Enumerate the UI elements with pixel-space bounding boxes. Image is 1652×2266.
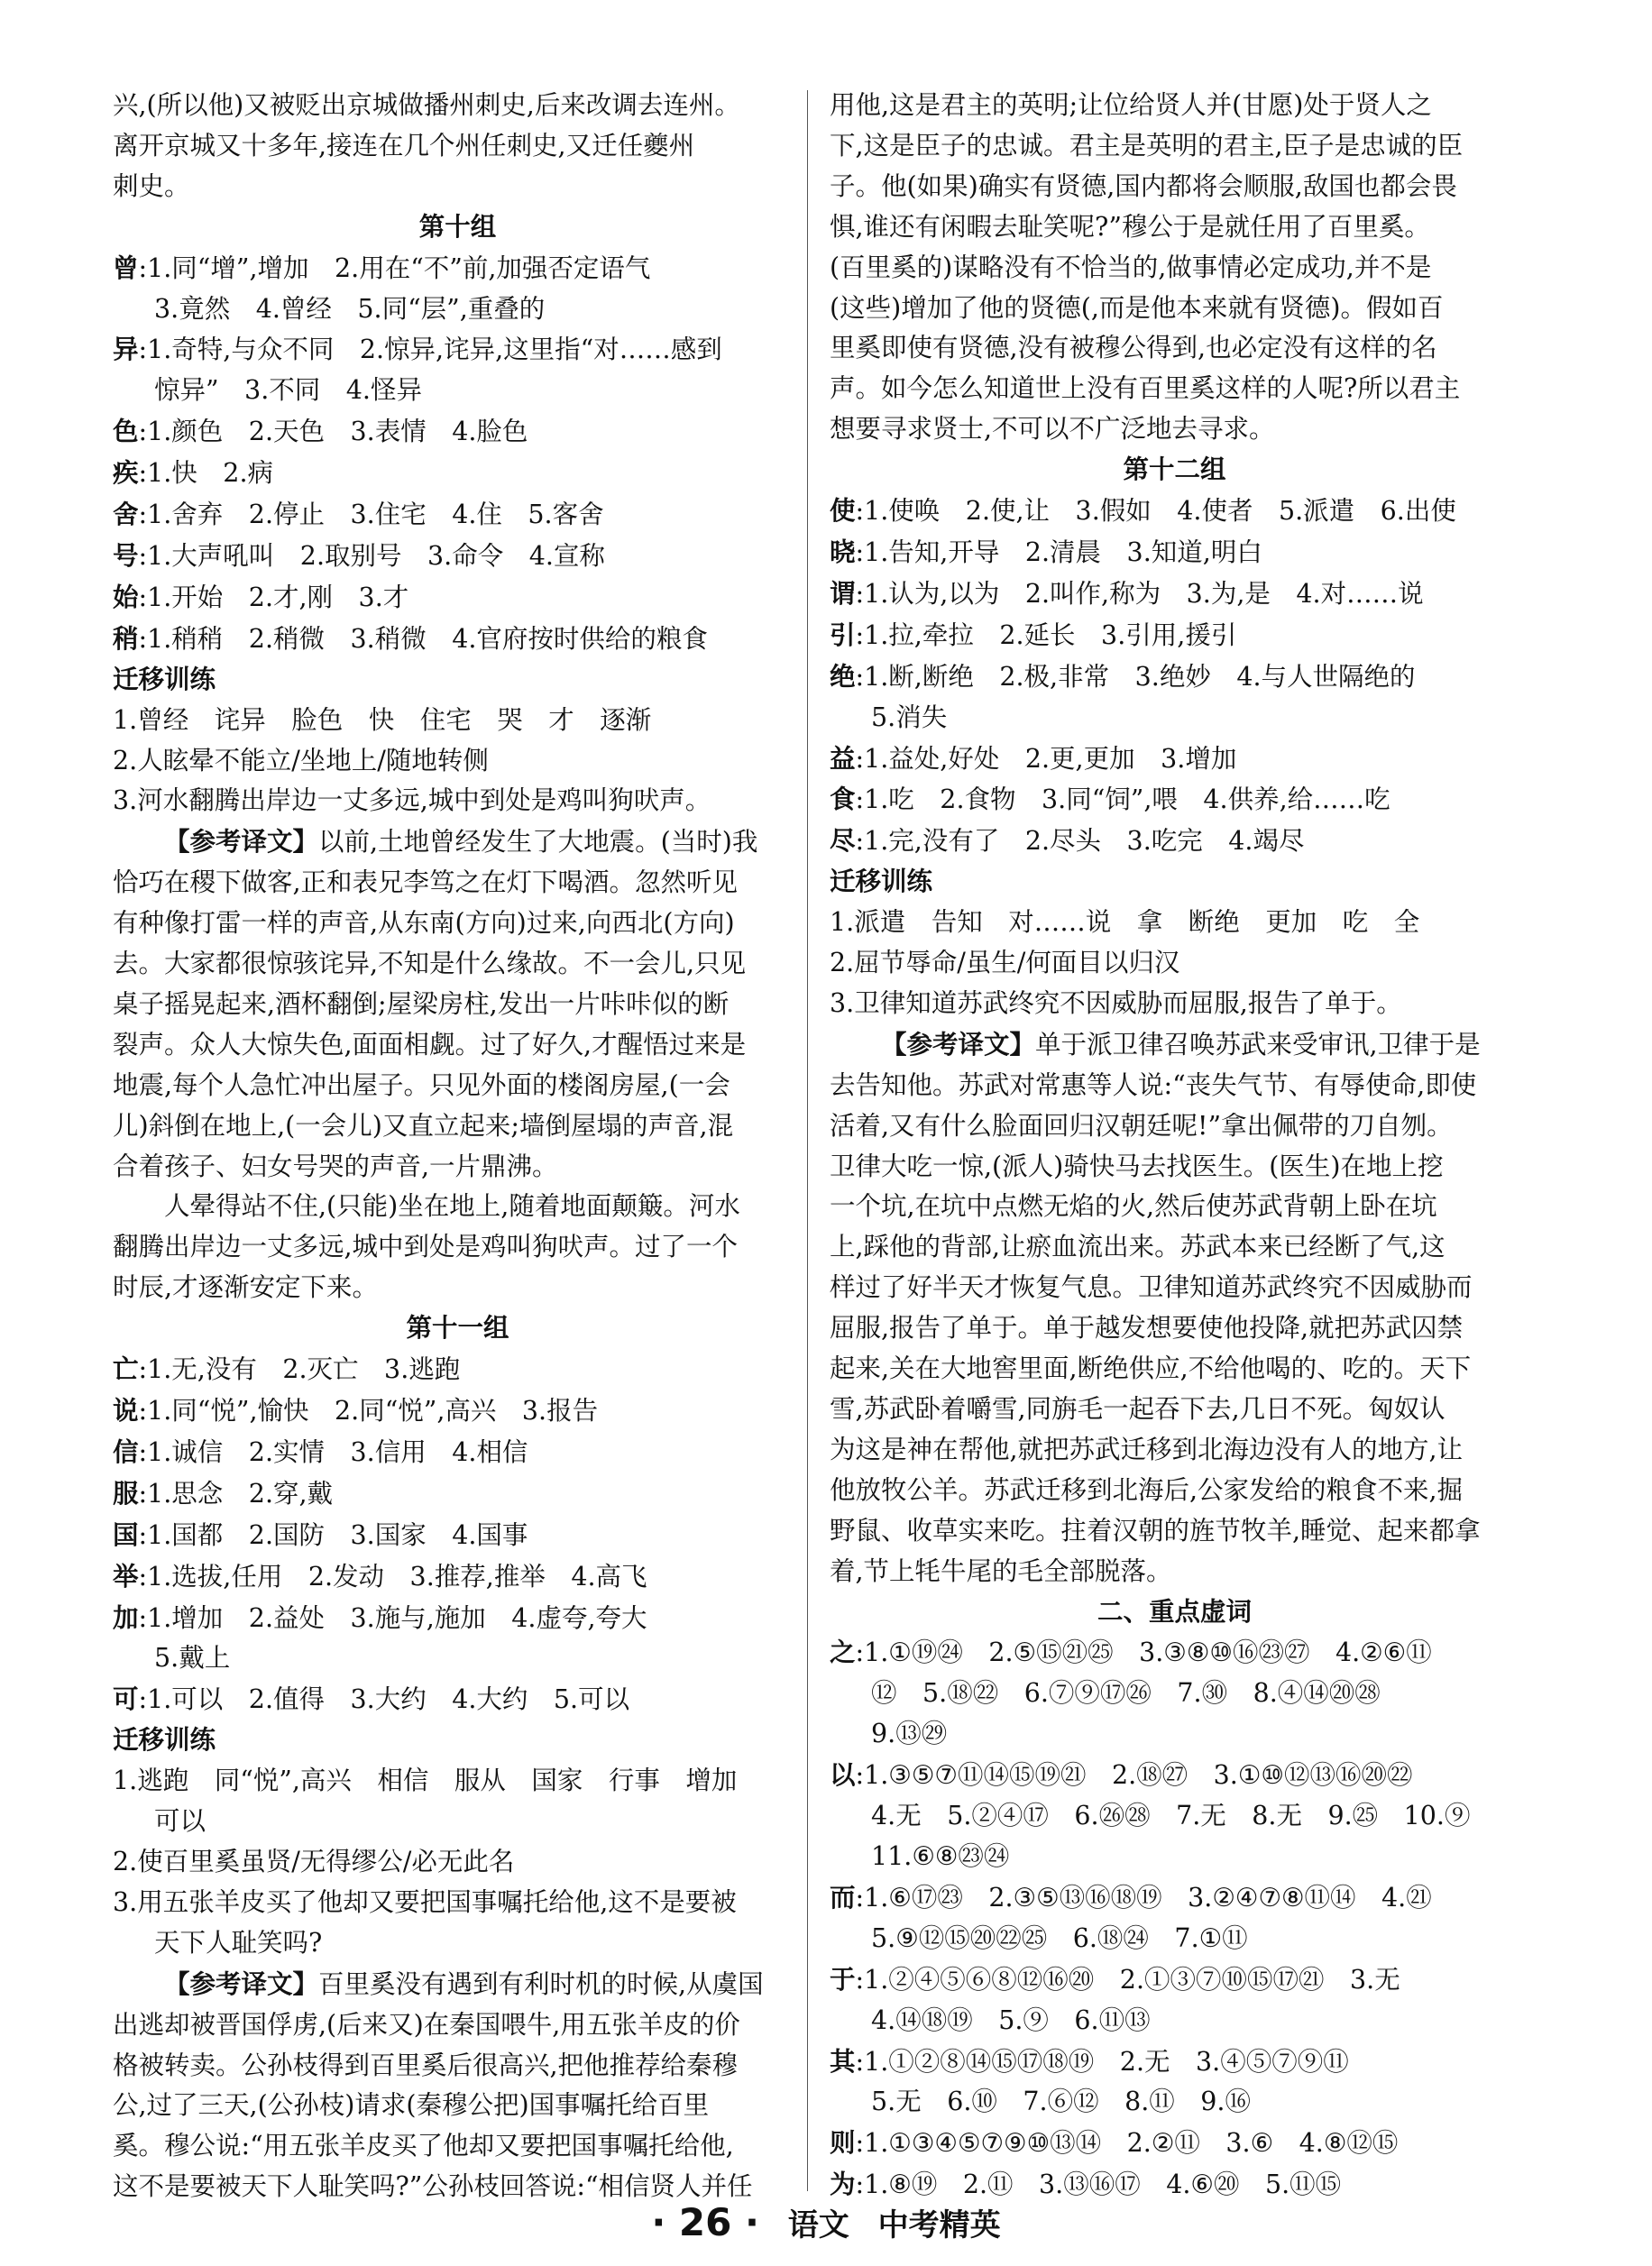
text-line	[830, 1187, 1519, 1227]
entry-continuation	[113, 371, 803, 411]
entry-character: 曾	[113, 252, 139, 283]
line-text: 单于派卫律召唤苏武来受审讯,卫律于是	[1035, 1029, 1481, 1060]
glossary-entry	[830, 739, 1519, 780]
line-text: 第十二组	[1123, 454, 1226, 485]
entry-character: 尽	[830, 825, 856, 857]
glossary-entry	[113, 494, 803, 536]
text-line	[830, 1552, 1519, 1592]
line-text: :1.完,没有了 2.尽头 3.吃完 4.竭尽	[855, 826, 1305, 857]
line-text: 3.河水翻腾出岸边一丈多远,城中到处是鸡叫狗吠声。	[113, 785, 711, 816]
subsection-heading	[113, 1720, 803, 1761]
text-line	[113, 701, 803, 741]
text-line	[113, 167, 803, 207]
glossary-entry	[830, 2041, 1519, 2083]
entry-character: 始	[113, 581, 139, 612]
line-text: 5.消失	[871, 702, 948, 732]
entry-character: 以	[830, 1759, 856, 1791]
line-text: 奚。穆公说:“用五张羊皮买了他却又要把国事嘱托给他,	[113, 2131, 734, 2161]
line-text: 兴,(所以他)又被贬出京城做播州刺史,后来改调去连州。	[113, 90, 740, 120]
line-text: 儿)斜倒在地上,(一会儿)又直立起来;墙倒屋塌的声音,混	[113, 1110, 734, 1141]
text-line	[830, 167, 1519, 207]
entry-character: 说	[113, 1395, 139, 1426]
text-line	[113, 2046, 803, 2087]
entry-character: 则	[830, 2127, 856, 2159]
entry-character: 而	[830, 1881, 856, 1913]
line-text: :1.认为,以为 2.叫作,称为 3.为,是 4.对……说	[855, 578, 1424, 609]
line-text: (这些)增加了他的贤德(,而是他本来就有贤德)。假如百	[830, 292, 1444, 323]
line-text: :1.诚信 2.实情 3.信用 4.相信	[138, 1436, 528, 1467]
glossary-entry	[113, 411, 803, 453]
text-line	[830, 1147, 1519, 1188]
glossary-entry	[113, 1679, 803, 1720]
line-text: :1.同“增”,增加 2.用在“不”前,加强否定语气	[138, 252, 651, 283]
line-text: 雪,苏武卧着嚼雪,同旃毛一起吞下去,几日不死。匈奴认	[830, 1394, 1446, 1424]
left-column	[113, 86, 803, 2207]
line-text: :1.国都 2.国防 3.国家 4.国事	[138, 1519, 528, 1550]
line-text: :1.舍弃 2.停止 3.住宅 4.住 5.客舍	[138, 500, 604, 530]
text-line	[830, 1106, 1519, 1147]
glossary-entry	[830, 656, 1519, 698]
line-text: :1.拉,牵拉 2.延长 3.引用,援引	[855, 619, 1237, 650]
text-line	[830, 1066, 1519, 1106]
line-text: :1.使唤 2.使,让 3.假如 4.使者 5.派遣 6.出使	[855, 496, 1456, 527]
translation-label: 【参考译文】	[164, 826, 319, 858]
paragraph-start	[113, 1187, 803, 1227]
line-text: :1.稍稍 2.稍微 3.稍微 4.官府按时供给的粮食	[138, 623, 708, 654]
text-line	[830, 903, 1519, 943]
text-line	[830, 1227, 1519, 1268]
section-heading	[830, 450, 1519, 491]
glossary-entry	[113, 248, 803, 289]
line-text: 4.⑭⑱⑲ 5.⑨ 6.⑪⑬	[871, 2005, 1151, 2035]
line-text: 裂声。众人大惊失色,面面相觑。过了好久,才醒悟过来是	[113, 1029, 747, 1060]
page-footer	[0, 2200, 1652, 2244]
text-line	[830, 369, 1519, 409]
line-text: 惊异” 3.不同 4.怪异	[154, 375, 422, 406]
line-text: 出逃却被晋国俘虏,(后来又)在秦国喂牛,用五张羊皮的价	[113, 2009, 740, 2040]
line-text: :1.吃 2.食物 3.同“饲”,喂 4.供养,给……吃	[855, 784, 1390, 815]
text-line	[830, 328, 1519, 369]
entry-character: 可	[113, 1683, 139, 1715]
line-text: :1.开始 2.才,刚 3.才	[138, 582, 409, 612]
section-heading	[113, 207, 803, 248]
entry-character: 益	[830, 742, 856, 774]
text-line	[113, 1025, 803, 1066]
glossary-entry	[113, 1390, 803, 1432]
entry-character: 号	[113, 539, 139, 571]
line-text: 3.竟然 4.曾经 5.同“层”,重叠的	[154, 293, 546, 324]
entry-character: 于	[830, 1963, 856, 1995]
glossary-entry	[113, 1349, 803, 1390]
entry-continuation	[830, 1837, 1519, 1877]
column-divider	[807, 90, 808, 2191]
line-text: 为这是神在帮他,就把苏武迁移到北海边没有人的地方,让	[830, 1434, 1464, 1464]
line-text: 翻腾出岸边一丈多远,城中到处是鸡叫狗吠声。过了一个	[113, 1232, 739, 1262]
line-text: 迁移训练	[830, 867, 933, 897]
line-text: 公,过了三天,(公孙枝)请求(秦穆公把)国事嘱托给百里	[113, 2090, 710, 2121]
glossary-entry	[830, 2123, 1519, 2164]
line-text: :1.①③④⑤⑦⑨⑩⑬⑭ 2.②⑪ 3.⑥ 4.⑧⑫⑮	[855, 2128, 1399, 2159]
text-line	[113, 985, 803, 1025]
entry-character: 异	[113, 334, 139, 365]
text-line	[830, 984, 1519, 1024]
entry-character: 加	[113, 1601, 139, 1633]
text-line	[113, 863, 803, 904]
line-text: :1.②④⑤⑥⑧⑫⑯⑳ 2.①③⑦⑩⑮⑰㉑ 3.无	[855, 1964, 1400, 1995]
line-text: 4.无 5.②④⑰ 6.㉖㉘ 7.无 8.无 9.㉕ 10.⑨	[871, 1801, 1471, 1831]
line-text: 人晕得站不住,(只能)坐在地上,随着地面颠簸。河水	[164, 1191, 740, 1222]
text-line	[113, 2005, 803, 2046]
entry-character: 谓	[830, 577, 856, 609]
line-text: :1.增加 2.益处 3.施与,施加 4.虚夸,夸大	[138, 1602, 647, 1633]
glossary-entry	[113, 1598, 803, 1639]
paragraph-start	[113, 821, 803, 863]
line-text: 第十组	[418, 211, 497, 242]
text-line	[113, 2126, 803, 2167]
line-text: 地震,每个人急忙冲出屋子。只见外面的楼阁房屋,(一会	[113, 1069, 730, 1100]
line-text: :1.快 2.病	[138, 458, 274, 489]
line-text: 3.用五张羊皮买了他却又要把国事嘱托给他,这不是要被	[113, 1886, 737, 1917]
glossary-entry	[830, 491, 1519, 532]
entry-character: 使	[830, 495, 856, 527]
section-heading	[830, 1592, 1519, 1633]
line-text: 屈服,报告了单于。单于越发想要使他投降,就把苏武囚禁	[830, 1313, 1464, 1344]
line-text: 恰巧在稷下做客,正和表兄李笃之在灯下喝酒。忽然听见	[113, 867, 739, 898]
glossary-entry	[113, 1432, 803, 1473]
series-label: 中考精英	[877, 2207, 1001, 2243]
entry-character: 服	[113, 1477, 139, 1509]
entry-character: 国	[113, 1518, 139, 1550]
section-heading	[113, 1308, 803, 1349]
line-text: 1.派遣 告知 对……说 拿 断绝 更加 吃 全	[830, 907, 1420, 938]
line-text: 子。他(如果)确实有贤德,国内都将会顺服,敌国也都会畏	[830, 170, 1457, 201]
glossary-entry	[113, 619, 803, 660]
right-column	[830, 86, 1519, 2206]
entry-character: 其	[830, 2045, 856, 2077]
line-text: :1.告知,开导 2.清晨 3.知道,明白	[855, 537, 1262, 567]
glossary-entry	[113, 1515, 803, 1556]
glossary-entry	[830, 532, 1519, 573]
line-text: :1.奇特,与众不同 2.惊异,诧异,这里指“对……感到	[138, 335, 722, 365]
subsection-heading	[113, 660, 803, 701]
page-number: · 26 ·	[651, 2200, 759, 2244]
entry-continuation	[830, 1674, 1519, 1714]
line-text: 合着孩子、妇女号哭的声音,一片鼎沸。	[113, 1151, 558, 1181]
line-text: :1.断,断绝 2.极,非常 3.绝妙 4.与人世隔绝的	[855, 661, 1416, 692]
line-text: 11.⑥⑧㉓㉔	[871, 1840, 1010, 1871]
entry-character: 亡	[113, 1353, 139, 1385]
text-line	[113, 781, 803, 821]
line-text: :1.同“悦”,愉快 2.同“悦”,高兴 3.报告	[138, 1396, 599, 1426]
glossary-entry	[830, 1632, 1519, 1674]
line-text: 上,踩他的背部,让瘀血流出来。苏武本来已经断了气,这	[830, 1232, 1446, 1262]
line-text: :1.思念 2.穿,戴	[138, 1478, 334, 1509]
glossary-entry	[830, 1959, 1519, 2001]
line-text: 卫律大吃一惊,(派人)骑快马去找医生。(医生)在地上挖	[830, 1151, 1444, 1181]
line-text: 百里奚没有遇到有利时机的时候,从虞国	[318, 1968, 764, 1999]
text-line	[113, 1883, 803, 1923]
line-text: 活着,又有什么脸面回归汉朝廷呢!”拿出佩带的刀自刎。	[830, 1110, 1453, 1141]
line-text: 惧,谁还有闲暇去耻笑呢?”穆公于是就任用了百里奚。	[830, 211, 1430, 242]
entry-character: 舍	[113, 499, 139, 530]
glossary-entry	[113, 1556, 803, 1598]
glossary-entry	[830, 821, 1519, 862]
glossary-entry	[113, 536, 803, 577]
line-text: 格被转卖。公孙枝得到百里奚后很高兴,把他推荐给秦穆	[113, 2050, 739, 2080]
glossary-entry	[113, 329, 803, 371]
line-text: 样过了好半天才恢复气息。卫律知道苏武终究不因威胁而	[830, 1272, 1473, 1303]
glossary-entry	[113, 1473, 803, 1515]
text-line	[113, 86, 803, 126]
line-text: :1.⑥⑰㉓ 2.③⑤⑬⑯⑱⑲ 3.②④⑦⑧⑪⑭ 4.㉑	[855, 1882, 1432, 1913]
line-text: :1.③⑤⑦⑪⑭⑮⑲㉑ 2.⑱㉗ 3.①⑩⑫⑬⑯⑳㉒	[855, 1760, 1413, 1791]
entry-character: 绝	[830, 660, 856, 692]
entry-continuation	[830, 698, 1519, 739]
text-line	[113, 1842, 803, 1883]
entry-continuation	[830, 1714, 1519, 1755]
line-text: 刺史。	[113, 170, 190, 201]
text-line	[830, 126, 1519, 167]
glossary-entry	[830, 615, 1519, 656]
line-text: 1.逃跑 同“悦”,高兴 相信 服从 国家 行事 增加	[113, 1766, 738, 1796]
line-text: 二、重点虚词	[1097, 1596, 1252, 1627]
line-text: (百里奚的)谋略没有不恰当的,做事情必定成功,并不是	[830, 252, 1432, 282]
glossary-entry	[113, 453, 803, 494]
line-text: 时辰,才逐渐安定下来。	[113, 1272, 379, 1303]
subsection-heading	[830, 862, 1519, 903]
text-line	[830, 248, 1519, 289]
text-line	[830, 1268, 1519, 1308]
text-line	[830, 1511, 1519, 1552]
line-text: :1.①②⑧⑭⑮⑰⑱⑲ 2.无 3.④⑤⑦⑨⑪	[855, 2046, 1349, 2077]
entry-continuation	[830, 2001, 1519, 2041]
entry-character: 晓	[830, 536, 856, 567]
glossary-entry	[830, 779, 1519, 821]
line-text: 第十一组	[406, 1313, 509, 1344]
text-line	[830, 207, 1519, 248]
entry-continuation	[113, 1923, 803, 1964]
text-line	[113, 741, 803, 782]
entry-continuation	[113, 1802, 803, 1842]
entry-character: 引	[830, 619, 856, 650]
line-text: 下,这是臣子的忠诚。君主是英明的君主,臣子是忠诚的臣	[830, 130, 1464, 161]
line-text: 2.人眩晕不能立/坐地上/随地转侧	[113, 745, 489, 775]
line-text: :1.选拔,任用 2.发动 3.推荐,推举 4.高飞	[138, 1561, 647, 1592]
text-line	[830, 86, 1519, 126]
glossary-entry	[830, 1877, 1519, 1919]
glossary-entry	[113, 577, 803, 619]
paragraph-start	[830, 1024, 1519, 1066]
line-text: :1.益处,好处 2.更,更加 3.增加	[855, 743, 1237, 774]
line-text: 离开京城又十多年,接连在几个州任刺史,又迁任夔州	[113, 130, 695, 161]
line-text: 着,节上牦牛尾的毛全部脱落。	[830, 1555, 1172, 1586]
line-text: :1.可以 2.值得 3.大约 4.大约 5.可以	[138, 1684, 630, 1715]
entry-character: 色	[113, 416, 139, 447]
line-text: 迁移训练	[113, 1725, 216, 1756]
line-text: 迁移训练	[113, 664, 216, 694]
entry-continuation	[113, 1638, 803, 1679]
line-text: 里奚即使有贤德,没有被穆公得到,也必定没有这样的名	[830, 333, 1437, 363]
line-text: 桌子摇晃起来,酒杯翻倒;屋梁房柱,发出一片咔咔似的断	[113, 988, 730, 1019]
line-text: 1.曾经 诧异 脸色 快 住宅 哭 才 逐渐	[113, 704, 652, 735]
entry-character: 举	[113, 1560, 139, 1592]
translation-label: 【参考译文】	[881, 1028, 1036, 1060]
text-line	[830, 289, 1519, 329]
line-text: 2.使百里奚虽贤/无得缪公/必无此名	[113, 1846, 515, 1876]
text-line	[830, 1308, 1519, 1349]
line-text: 他放牧公羊。苏武迁移到北海后,公家发给的粮食不来,掘	[830, 1474, 1464, 1505]
line-text: 3.卫律知道苏武终究不因威胁而屈服,报告了单于。	[830, 987, 1402, 1018]
text-line	[113, 904, 803, 944]
text-line	[113, 126, 803, 167]
entry-continuation	[113, 289, 803, 330]
line-text: :1.颜色 2.天色 3.表情 4.脸色	[138, 417, 528, 447]
line-text: :1.大声吼叫 2.取别号 3.命令 4.宣称	[138, 540, 605, 571]
glossary-entry	[830, 1755, 1519, 1796]
text-line	[830, 1349, 1519, 1390]
entry-character: 疾	[113, 457, 139, 489]
line-text: :1.无,没有 2.灭亡 3.逃跑	[138, 1354, 461, 1385]
subject-label: 语文	[787, 2207, 849, 2243]
text-line	[830, 1390, 1519, 1430]
line-text: 起来,关在大地窖里面,断绝供应,不给他喝的、吃的。天下	[830, 1353, 1472, 1384]
text-line	[113, 1106, 803, 1147]
text-line	[113, 2086, 803, 2126]
line-text: :1.⑧⑲ 2.⑪ 3.⑬⑯⑰ 4.⑥⑳ 5.⑪⑮	[855, 2170, 1342, 2200]
line-text: 这不是要被天下人耻笑吗?”公孙枝回答说:“相信贤人并任	[113, 2171, 753, 2202]
text-line	[113, 1761, 803, 1802]
translation-label: 【参考译文】	[164, 1968, 319, 1999]
entry-character: 为	[830, 2169, 856, 2200]
line-text: 9.⑬㉙	[871, 1719, 948, 1749]
text-line	[113, 1147, 803, 1188]
line-text: 野鼠、收草实来吃。拄着汉朝的旌节牧羊,睡觉、起来都拿	[830, 1515, 1481, 1546]
line-text: 5.戴上	[154, 1643, 231, 1674]
entry-character: 信	[113, 1436, 139, 1467]
text-line	[113, 944, 803, 985]
text-line	[113, 1227, 803, 1268]
line-text: 2.屈节辱命/虽生/何面目以归汉	[830, 948, 1180, 978]
text-line	[113, 1268, 803, 1308]
text-line	[113, 1066, 803, 1106]
line-text: 有种像打雷一样的声音,从东南(方向)过来,向西北(方向)	[113, 908, 735, 939]
entry-character: 稍	[113, 622, 139, 654]
entry-character: 之	[830, 1637, 856, 1668]
line-text: 5.⑨⑫⑮⑳㉒㉕ 6.⑱㉔ 7.①⑪	[871, 1922, 1248, 1953]
line-text: 天下人耻笑吗?	[154, 1927, 323, 1958]
entry-continuation	[830, 2082, 1519, 2123]
line-text: 5.无 6.⑩ 7.⑥⑫ 8.⑪ 9.⑯	[871, 2087, 1251, 2117]
entry-continuation	[830, 1919, 1519, 1959]
text-line	[830, 409, 1519, 450]
entry-character: 食	[830, 784, 856, 815]
line-text: 以前,土地曾经发生了大地震。(当时)我	[318, 827, 758, 858]
line-text: 去。大家都很惊骇诧异,不知是什么缘故。不一会儿,只见	[113, 949, 747, 979]
text-line	[830, 943, 1519, 984]
line-text: 去告知他。苏武对常惠等人说:“丧失气节、有辱使命,即使	[830, 1069, 1477, 1100]
text-line	[830, 1471, 1519, 1511]
glossary-entry	[830, 573, 1519, 615]
line-text: ⑫ 5.⑱㉒ 6.⑦⑨⑰㉖ 7.㉚ 8.④⑭⑳㉘	[871, 1678, 1381, 1709]
line-text: :1.①⑲㉔ 2.⑤⑮㉑㉕ 3.③⑧⑩⑯㉓㉗ 4.②⑥⑪	[855, 1638, 1432, 1668]
line-text: 可以	[154, 1806, 206, 1837]
line-text: 声。如今怎么知道世上没有百里奚这样的人呢?所以君主	[830, 373, 1461, 404]
line-text: 想要寻求贤士,不可以不广泛地去寻求。	[830, 414, 1275, 445]
text-line	[830, 1430, 1519, 1471]
line-text: 用他,这是君主的英明;让位给贤人并(甘愿)处于贤人之	[830, 90, 1432, 120]
entry-continuation	[830, 1796, 1519, 1837]
paragraph-start	[113, 1964, 803, 2005]
line-text: 一个坑,在坑中点燃无焰的火,然后使苏武背朝上卧在坑	[830, 1191, 1437, 1222]
